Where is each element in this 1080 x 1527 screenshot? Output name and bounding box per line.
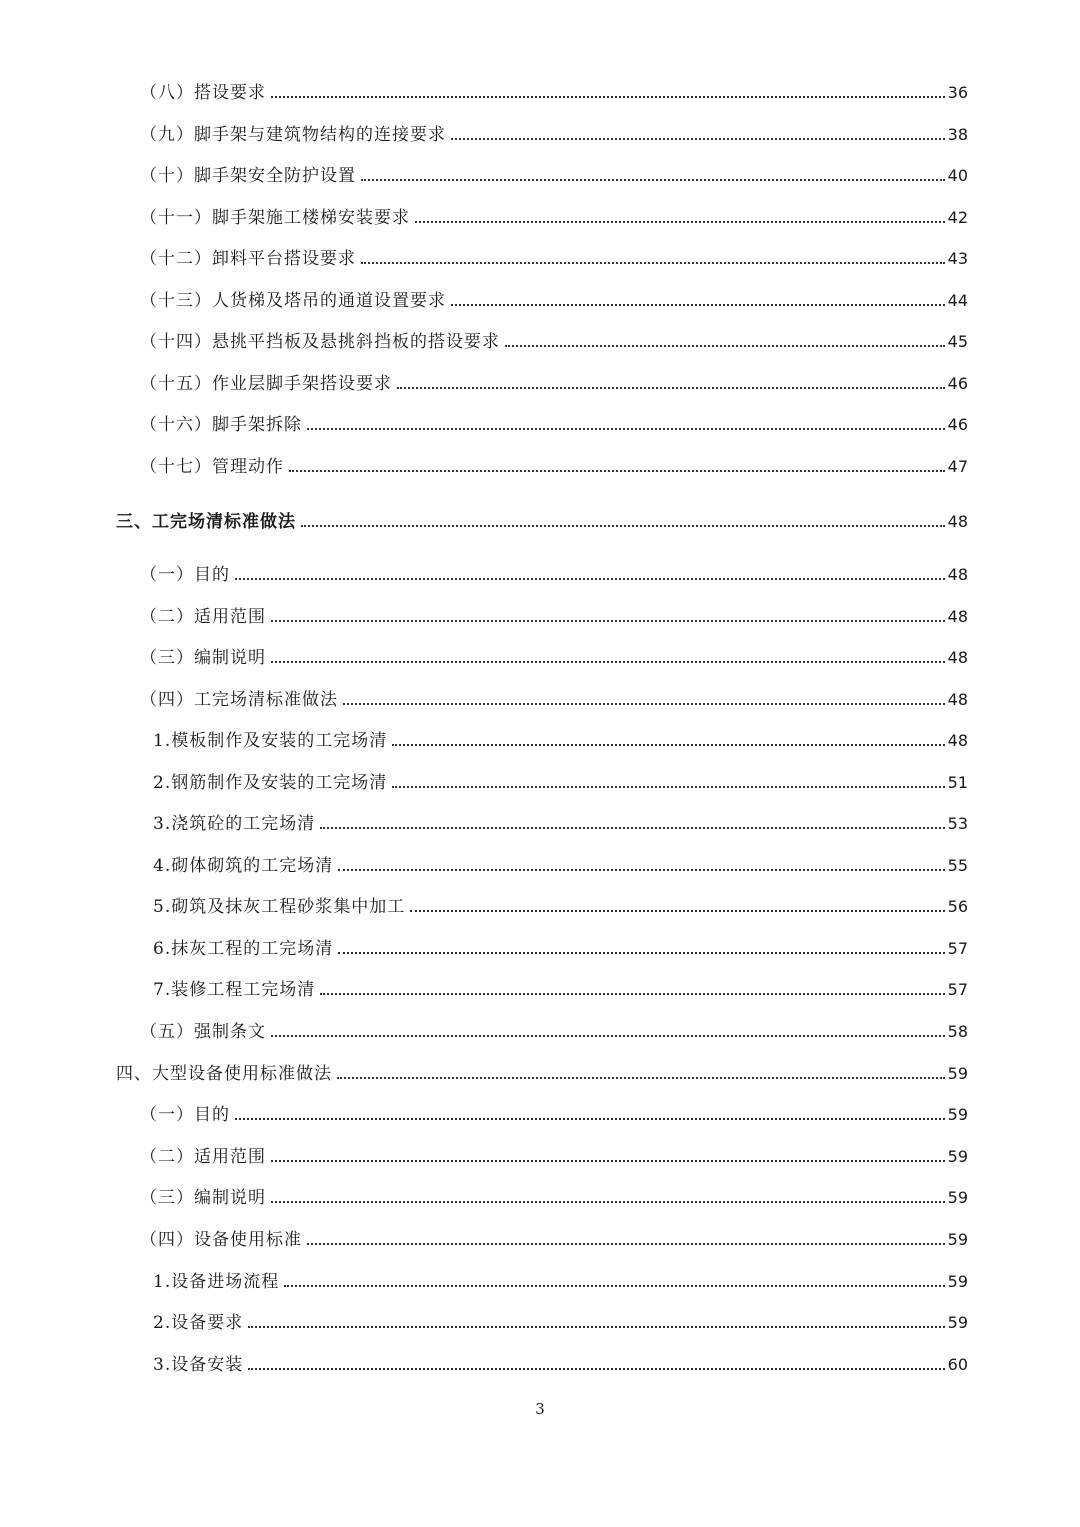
toc-entry[interactable]: [140, 365, 968, 395]
toc-entry[interactable]: [140, 556, 968, 586]
toc-entry-page: 43: [947, 249, 968, 268]
dot-leader: [397, 387, 945, 389]
toc-entry-label: 四、大型设备使用标准做法: [116, 1064, 332, 1084]
toc-entry-label: 1.模板制作及安装的工完场清: [153, 731, 388, 751]
toc-entry-page: 42: [947, 208, 968, 227]
dot-leader: [271, 661, 945, 663]
toc-entry-label: （四）工完场清标准做法: [140, 690, 338, 710]
toc-entry-page: 53: [947, 814, 968, 833]
toc-entry-label: 三、工完场清标准做法: [116, 512, 296, 532]
dot-leader: [320, 993, 944, 995]
toc-entry-label: （十）脚手架安全防护设置: [140, 166, 356, 186]
toc-entry[interactable]: [140, 1221, 968, 1251]
toc-entry-page: 59: [947, 1230, 968, 1249]
toc-entry-page: 57: [947, 980, 968, 999]
toc-entry-label: 2.设备要求: [153, 1313, 244, 1333]
toc-entry-label: （十五）作业层脚手架搭设要求: [140, 374, 392, 394]
toc-entry[interactable]: [140, 1138, 968, 1168]
toc-entry[interactable]: [140, 323, 968, 353]
dot-leader: [505, 345, 945, 347]
toc-entry-page: 44: [947, 291, 968, 310]
toc-entry-label: （二）适用范围: [140, 1147, 266, 1167]
toc-entry-page: 59: [947, 1272, 968, 1291]
dot-leader: [248, 1326, 944, 1328]
toc-entry[interactable]: [140, 199, 968, 229]
toc-entry[interactable]: [140, 1096, 968, 1126]
toc-entry[interactable]: [153, 930, 968, 960]
toc-entry-label: （十四）悬挑平挡板及悬挑斜挡板的搭设要求: [140, 332, 500, 352]
toc-entry[interactable]: [153, 1304, 968, 1334]
toc-entry-page: 51: [947, 773, 968, 792]
toc-entry-page: 40: [947, 166, 968, 185]
toc-entry[interactable]: [140, 598, 968, 628]
dot-leader: [307, 428, 945, 430]
toc-entry-label: （十三）人货梯及塔吊的通道设置要求: [140, 291, 446, 311]
page-number: 3: [535, 1400, 545, 1418]
toc-entry[interactable]: [153, 1346, 968, 1376]
dot-leader: [271, 620, 945, 622]
toc-entry-label: （一）目的: [140, 565, 230, 585]
toc-entry-page: 59: [947, 1147, 968, 1166]
dot-leader: [271, 1201, 945, 1203]
toc-entry-page: 56: [947, 897, 968, 916]
toc-entry[interactable]: [153, 847, 968, 877]
toc-entry-page: 46: [947, 374, 968, 393]
dot-leader: [337, 1077, 945, 1079]
toc-entry-label: 6.抹灰工程的工完场清: [153, 939, 334, 959]
toc-entry-label: 7.装修工程工完场清: [153, 980, 316, 1000]
toc-entry[interactable]: [153, 971, 968, 1001]
toc-entry-page: 48: [947, 731, 968, 750]
dot-leader: [289, 470, 945, 472]
dot-leader: [271, 96, 945, 98]
toc-entry-page: 55: [947, 856, 968, 875]
toc-entry[interactable]: [140, 681, 968, 711]
dot-leader: [392, 786, 944, 788]
toc-entry-page: 60: [947, 1355, 968, 1374]
toc-entry-label: （三）编制说明: [140, 648, 266, 668]
toc-entry-label: （十二）卸料平台搭设要求: [140, 249, 356, 269]
toc-entry-page: 59: [947, 1313, 968, 1332]
toc-entry[interactable]: [140, 406, 968, 436]
dot-leader: [235, 1118, 945, 1120]
dot-leader: [392, 744, 944, 746]
toc-entry-page: 48: [947, 690, 968, 709]
dot-leader: [320, 827, 944, 829]
toc-entry-label: （九）脚手架与建筑物结构的连接要求: [140, 125, 446, 145]
toc-entry[interactable]: [153, 722, 968, 752]
dot-leader: [235, 578, 945, 580]
dot-leader: [338, 869, 944, 871]
dot-leader: [343, 703, 945, 705]
dot-leader: [451, 138, 945, 140]
toc-entry-page: 48: [947, 607, 968, 626]
toc-entry-label: 1.设备进场流程: [153, 1272, 280, 1292]
toc-entry[interactable]: [140, 74, 968, 104]
toc-entry-label: （八）搭设要求: [140, 83, 266, 103]
toc-entry-label: （十一）脚手架施工楼梯安装要求: [140, 208, 410, 228]
dot-leader: [248, 1368, 944, 1370]
toc-entry-label: （一）目的: [140, 1105, 230, 1125]
toc-entry-page: 48: [947, 512, 968, 531]
toc-section-entry[interactable]: [116, 1055, 968, 1085]
toc-entry-page: 59: [947, 1105, 968, 1124]
toc-entry-page: 58: [947, 1022, 968, 1041]
toc-entry-label: （十六）脚手架拆除: [140, 415, 302, 435]
toc-entry-label: （三）编制说明: [140, 1188, 266, 1208]
toc-entry[interactable]: [140, 240, 968, 270]
toc-entry-label: （二）适用范围: [140, 607, 266, 627]
dot-leader: [271, 1035, 945, 1037]
toc-entry-page: 59: [947, 1188, 968, 1207]
toc-entry-label: （四）设备使用标准: [140, 1230, 302, 1250]
toc-entry-label: 2.钢筋制作及安装的工完场清: [153, 773, 388, 793]
toc-entry[interactable]: [140, 157, 968, 187]
toc-entry-page: 48: [947, 648, 968, 667]
dot-leader: [361, 262, 945, 264]
toc-entry-page: 45: [947, 332, 968, 351]
toc-entry-page: 46: [947, 415, 968, 434]
toc-entry-label: 3.浇筑砼的工完场清: [153, 814, 316, 834]
dot-leader: [361, 179, 945, 181]
toc-entry-page: 38: [947, 125, 968, 144]
toc-entry[interactable]: [140, 1013, 968, 1043]
toc-entry-label: （五）强制条文: [140, 1022, 266, 1042]
toc-entry[interactable]: [140, 282, 968, 312]
dot-leader: [338, 952, 944, 954]
toc-entry-page: 48: [947, 565, 968, 584]
toc-entry[interactable]: [140, 448, 968, 478]
toc-entry[interactable]: [140, 116, 968, 146]
dot-leader: [271, 1160, 945, 1162]
dot-leader: [284, 1285, 944, 1287]
dot-leader: [451, 304, 945, 306]
dot-leader: [415, 221, 945, 223]
toc-entry-page: 57: [947, 939, 968, 958]
toc-entry[interactable]: [140, 639, 968, 669]
toc-entry-page: 59: [947, 1064, 968, 1083]
toc-entry[interactable]: [140, 1179, 968, 1209]
toc-entry-label: 3.设备安装: [153, 1355, 244, 1375]
toc-entry[interactable]: [153, 805, 968, 835]
toc-entry-label: （十七）管理动作: [140, 457, 284, 477]
toc-entry-label: 4.砌体砌筑的工完场清: [153, 856, 334, 876]
toc-entry[interactable]: [153, 764, 968, 794]
toc-entry-label: 5.砌筑及抹灰工程砂浆集中加工: [153, 897, 406, 917]
toc-entry[interactable]: [153, 888, 968, 918]
toc-entry[interactable]: [153, 1263, 968, 1293]
toc-section-entry[interactable]: [116, 503, 968, 533]
toc-entry-page: 36: [947, 83, 968, 102]
dot-leader: [301, 525, 945, 527]
dot-leader: [307, 1243, 945, 1245]
toc-entry-page: 47: [947, 457, 968, 476]
dot-leader: [410, 910, 944, 912]
